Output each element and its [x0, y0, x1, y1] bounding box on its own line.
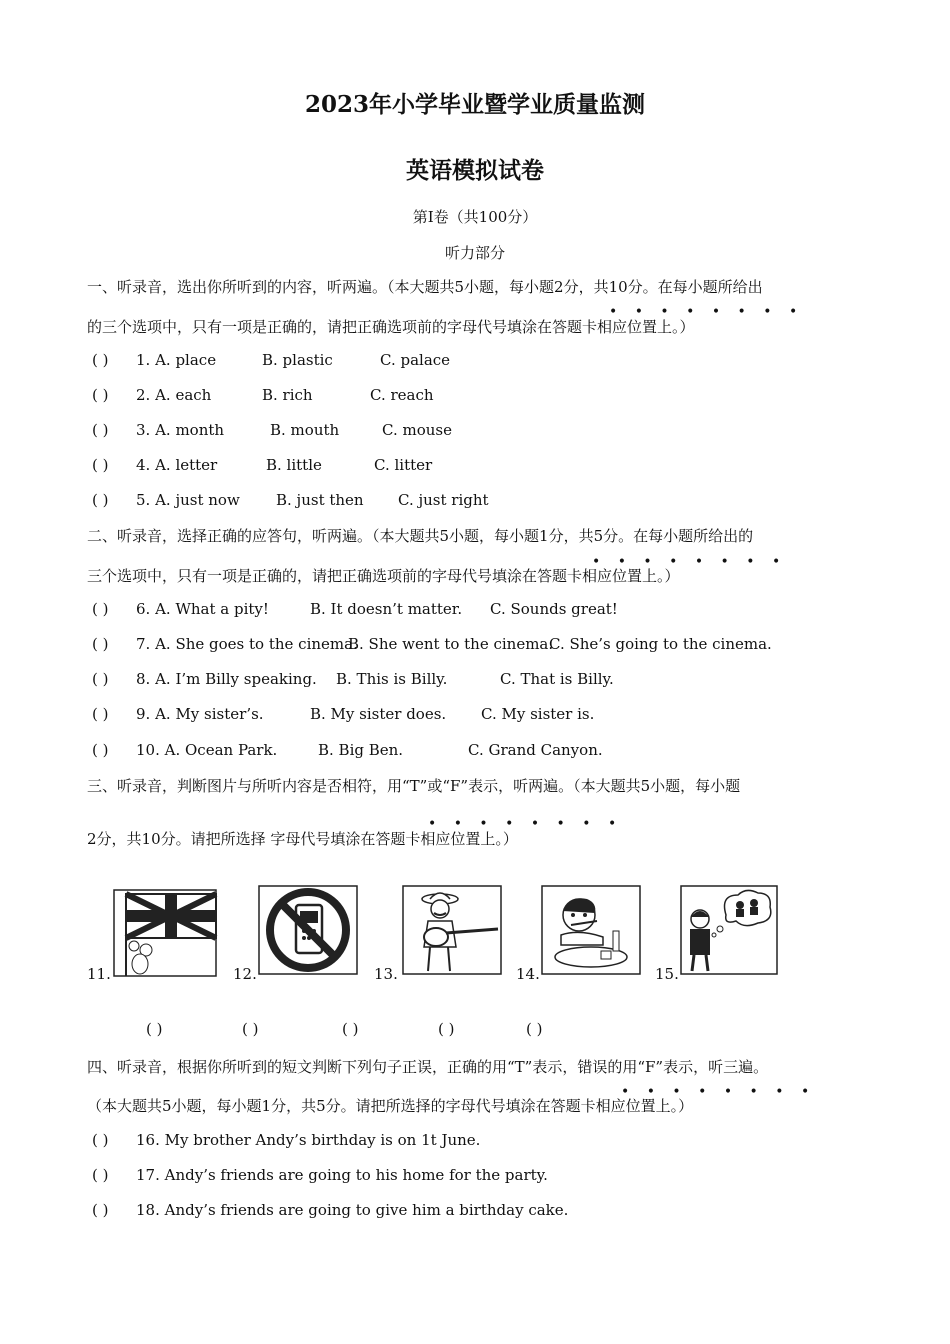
answer-paren[interactable]: ( ) — [92, 386, 109, 404]
option-c: C. Grand Canyon. — [468, 741, 603, 759]
answer-paren[interactable]: ( ) — [92, 705, 109, 723]
option-a: 4. A. letter — [136, 456, 218, 474]
image-label: 14. — [516, 965, 540, 983]
answer-paren[interactable]: ( ) — [92, 491, 109, 509]
option-c: C. palace — [380, 351, 451, 369]
option-b: B. just then — [276, 491, 364, 509]
option-a: 8. A. I’m Billy speaking. — [136, 670, 317, 688]
option-a: 5. A. just now — [136, 491, 240, 509]
section2-instruction: 二、听录音，选择正确的应答句，听两遍。（本大题共5小题，每小题1分，共5分。在每小题所给出的 — [87, 527, 754, 545]
answer-paren[interactable]: ( ) — [146, 1020, 163, 1038]
answer-paren[interactable]: ( ) — [92, 635, 109, 653]
volume-label: 第I卷（共100分） — [412, 208, 538, 226]
image-label: 15. — [655, 965, 679, 983]
answer-paren[interactable]: ( ) — [92, 741, 109, 759]
british-flag-koala-icon — [110, 888, 220, 978]
image-label: 13. — [374, 965, 398, 983]
option-a: 9. A. My sister’s. — [136, 705, 264, 723]
statement: 18. Andy’s friends are going to give him a birthday cake. — [136, 1201, 569, 1219]
option-a: 6. A. What a pity! — [136, 600, 269, 618]
answer-paren[interactable]: ( ) — [92, 1131, 109, 1149]
section4-instruction-cont: （本大题共5小题，每小题1分，共5分。请把所选择的字母代号填涂在答题卡相应位置上。） — [87, 1097, 694, 1115]
answer-paren[interactable]: ( ) — [92, 600, 109, 618]
option-c: C. Sounds great! — [490, 600, 618, 618]
statement: 16. My brother Andy’s birthday is on 1t June. — [136, 1131, 481, 1149]
answer-paren[interactable]: ( ) — [526, 1020, 543, 1038]
section3-instruction: 三、听录音，判断图片与所听内容是否相符，用“T”或“F”表示，听两遍。（本大题共5小题，每小题 — [87, 777, 741, 795]
option-b: B. This is Billy. — [336, 670, 448, 688]
option-a: 7. A. She goes to the cinema. — [136, 635, 358, 653]
section2-instruction-cont: 三个选项中，只有一项是正确的，请把正确选项前的字母代号填涂在答题卡相应位置上。） — [87, 567, 680, 585]
answer-paren[interactable]: ( ) — [342, 1020, 359, 1038]
statement: 17. Andy’s friends are going to his home for the party. — [136, 1166, 548, 1184]
option-c: C. just right — [398, 491, 489, 509]
answer-paren[interactable]: ( ) — [92, 1201, 109, 1219]
option-b: B. It doesn’t matter. — [310, 600, 463, 618]
answer-paren[interactable]: ( ) — [92, 421, 109, 439]
option-b: B. Big Ben. — [318, 741, 404, 759]
option-c: C. That is Billy. — [500, 670, 614, 688]
section3-instruction-cont: 2分，共10分。请把所选择 字母代号填涂在答题卡相应位置上。） — [87, 830, 518, 848]
option-b: B. My sister does. — [310, 705, 447, 723]
answer-paren[interactable]: ( ) — [92, 456, 109, 474]
section4-instruction: 四、听录音，根据你所听到的短文判断下列句子正误，正确的用“T”表示，错误的用“F”表示，听三遍。 — [87, 1058, 769, 1076]
option-c: C. litter — [374, 456, 433, 474]
option-b: B. mouth — [270, 421, 340, 439]
boy-brushing-teeth-icon — [541, 885, 641, 975]
no-phone-sign-icon — [258, 885, 358, 975]
answer-paren[interactable]: ( ) — [242, 1020, 259, 1038]
option-a: 2. A. each — [136, 386, 212, 404]
part-label: 听力部分 — [444, 244, 505, 262]
option-c: C. She’s going to the cinema. — [549, 635, 772, 653]
option-a: 1. A. place — [136, 351, 217, 369]
emphasis-dots: • • • • • • • • — [592, 554, 787, 570]
option-b: B. plastic — [262, 351, 333, 369]
exam-title: 2023年小学毕业暨学业质量监测 — [304, 91, 645, 118]
option-b: B. She went to the cinema. — [348, 635, 554, 653]
boy-thinking-of-kids-icon — [680, 885, 778, 975]
answer-paren[interactable]: ( ) — [92, 351, 109, 369]
emphasis-dots: • • • • • • • • — [609, 304, 804, 320]
answer-paren[interactable]: ( ) — [438, 1020, 455, 1038]
option-c: C. My sister is. — [481, 705, 595, 723]
image-label: 11. — [87, 965, 111, 983]
answer-paren[interactable]: ( ) — [92, 1166, 109, 1184]
image-label: 12. — [233, 965, 257, 983]
man-playing-guitar-icon — [402, 885, 502, 975]
emphasis-dots: • • • • • • • • — [428, 816, 623, 832]
option-c: C. mouse — [382, 421, 452, 439]
option-a: 3. A. month — [136, 421, 225, 439]
answer-paren[interactable]: ( ) — [92, 670, 109, 688]
section1-instruction: 一、听录音，选出你所听到的内容，听两遍。（本大题共5小题，每小题2分，共10分。在每小题所给出 — [87, 278, 763, 296]
exam-subtitle: 英语模拟试卷 — [406, 157, 544, 184]
option-a: 10. A. Ocean Park. — [136, 741, 278, 759]
option-c: C. reach — [370, 386, 434, 404]
section1-instruction-cont: 的三个选项中，只有一项是正确的，请把正确选项前的字母代号填涂在答题卡相应位置上。） — [87, 318, 695, 336]
option-b: B. little — [266, 456, 322, 474]
emphasis-dots: • • • • • • • • — [621, 1084, 816, 1100]
option-b: B. rich — [262, 386, 313, 404]
